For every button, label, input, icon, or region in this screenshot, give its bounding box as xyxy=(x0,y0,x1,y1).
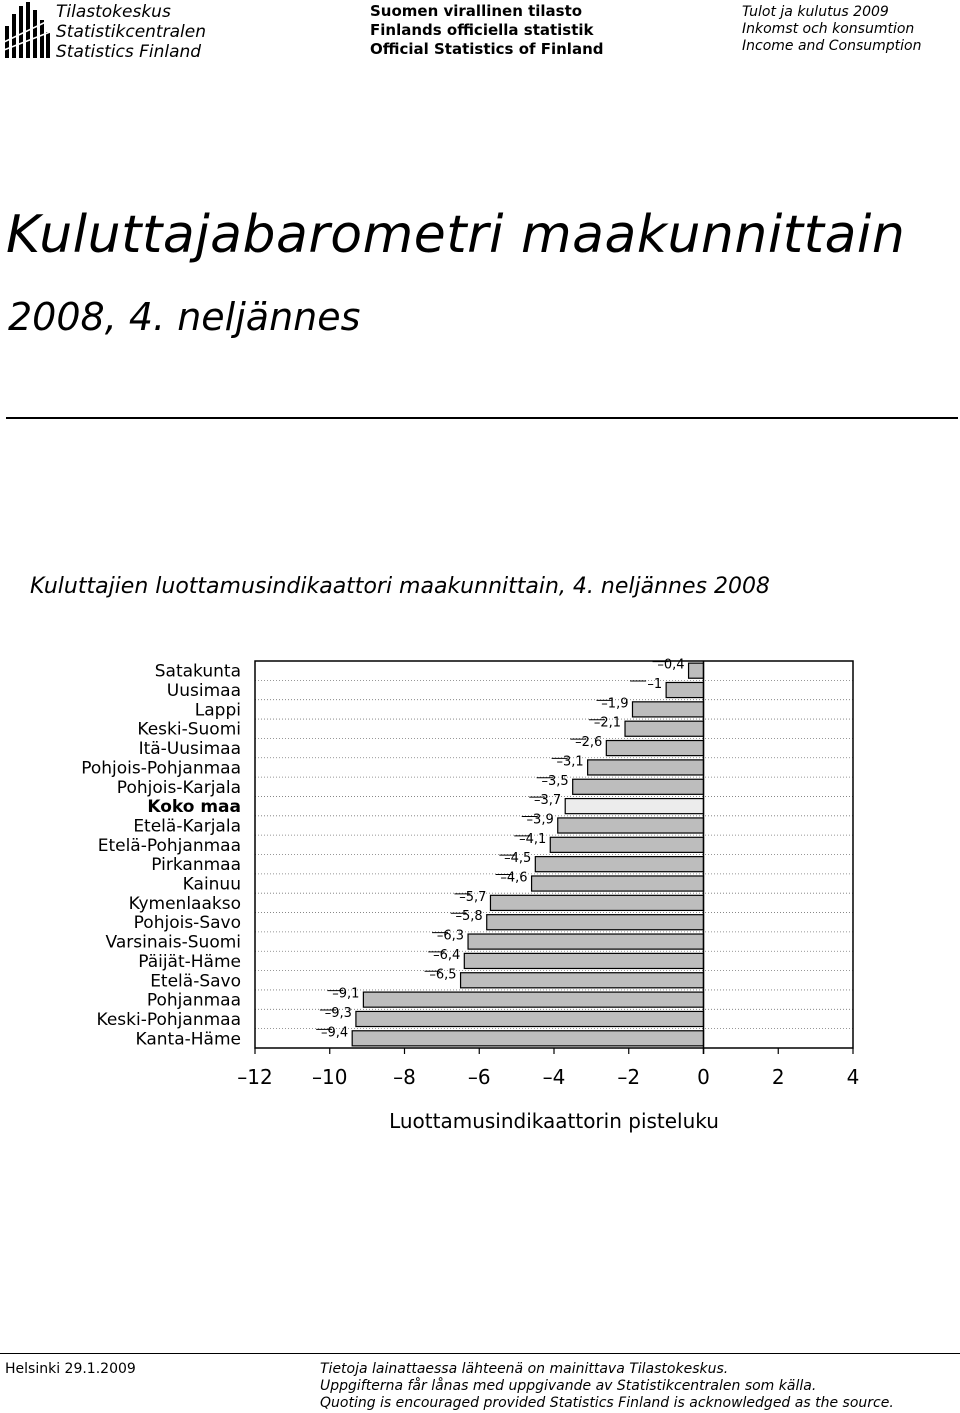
bar xyxy=(363,992,703,1007)
value-label: –3,9 xyxy=(526,812,554,828)
value-label: –3,1 xyxy=(556,754,584,770)
bar xyxy=(632,702,703,717)
publication-line-fi: Tulot ja kulutus 2009 xyxy=(742,4,889,20)
footer-citation-note xyxy=(320,1361,894,1412)
value-label: –5,8 xyxy=(455,909,483,925)
bar xyxy=(625,721,703,736)
category-label: Keski-Pohjanmaa xyxy=(96,1009,241,1030)
value-label: –9,4 xyxy=(320,1025,349,1041)
category-label: Pohjois-Karjala xyxy=(116,777,241,798)
category-label: Kainuu xyxy=(182,874,241,895)
value-label: –6,3 xyxy=(436,928,465,944)
bar xyxy=(532,876,704,891)
bar xyxy=(666,682,703,697)
value-label: –1,9 xyxy=(601,696,629,712)
value-label: –2,1 xyxy=(593,715,622,731)
category-label: Varsinais-Suomi xyxy=(105,932,241,953)
bar xyxy=(689,663,704,678)
x-axis-label: Luottamusindikaattorin pisteluku xyxy=(389,1109,719,1133)
x-tick-label: 2 xyxy=(771,1065,785,1089)
bar xyxy=(573,779,704,794)
bar xyxy=(606,741,703,756)
category-label: Kanta-Häme xyxy=(135,1029,241,1050)
category-label: Kymenlaakso xyxy=(128,893,241,914)
bar xyxy=(487,915,704,930)
value-label: –6,5 xyxy=(429,967,457,983)
bar-chart xyxy=(0,640,960,1140)
citation-line-fi: Tietoja lainattaessa lähteenä on mainittava Tilastokeskus. xyxy=(320,1361,729,1377)
organization-name xyxy=(56,2,206,62)
value-label: –9,1 xyxy=(332,986,360,1002)
bar xyxy=(558,818,704,833)
citation-line-en: Quoting is encouraged provided Statistics Finland is acknowledged as the source. xyxy=(320,1395,894,1411)
category-label: Lappi xyxy=(194,700,241,721)
series-line-fi: Suomen virallinen tilasto xyxy=(370,2,583,20)
bar xyxy=(464,953,703,968)
chart-title: Kuluttajien luottamusindikaattori maakunnittain, 4. neljännes 2008 xyxy=(30,574,770,599)
category-label: Etelä-Pohjanmaa xyxy=(97,835,241,856)
official-statistics-series xyxy=(370,2,604,59)
publication-line-sv: Inkomst och konsumtion xyxy=(742,21,915,37)
x-tick-label: –12 xyxy=(237,1065,273,1089)
x-axis-tick-labels xyxy=(237,1048,859,1089)
category-label: Itä-Uusimaa xyxy=(138,739,241,760)
value-label: –3,5 xyxy=(541,773,569,789)
publication-name xyxy=(742,4,921,55)
value-label: –4,6 xyxy=(500,870,528,886)
x-tick-label: 4 xyxy=(846,1065,860,1089)
category-label: Pohjanmaa xyxy=(146,990,241,1011)
org-line-fi: Tilastokeskus xyxy=(56,2,171,22)
org-line-sv: Statistikcentralen xyxy=(56,22,206,42)
value-label: –4,1 xyxy=(519,831,547,847)
page-subtitle: 2008, 4. neljännes xyxy=(8,295,361,339)
value-label: –2,6 xyxy=(575,735,603,751)
page-title: Kuluttajabarometri maakunnittain xyxy=(6,205,906,265)
value-label: –4,5 xyxy=(504,851,532,867)
category-label: Koko maa xyxy=(147,797,241,818)
x-tick-label: –10 xyxy=(312,1065,348,1089)
bar xyxy=(588,760,704,775)
title-divider xyxy=(6,417,958,419)
bar xyxy=(468,934,703,949)
x-tick-label: –4 xyxy=(542,1065,566,1089)
x-tick-label: –8 xyxy=(393,1065,416,1089)
footer-divider xyxy=(0,1353,960,1354)
category-label: Pirkanmaa xyxy=(151,855,241,876)
category-label: Keski-Suomi xyxy=(137,719,241,740)
category-label: Pohjois-Pohjanmaa xyxy=(81,758,241,779)
footer-place-date: Helsinki 29.1.2009 xyxy=(5,1361,136,1377)
series-line-sv: Finlands officiella statistik xyxy=(370,21,594,39)
series-line-en: Official Statistics of Finland xyxy=(370,40,604,58)
category-label: Etelä-Savo xyxy=(150,971,241,992)
value-label: –0,4 xyxy=(657,657,685,673)
value-label: –1 xyxy=(647,677,663,693)
statistics-finland-logo xyxy=(4,2,50,58)
bar xyxy=(356,1011,704,1026)
value-label: –5,7 xyxy=(459,889,487,905)
x-tick-label: –6 xyxy=(467,1065,491,1089)
org-line-en: Statistics Finland xyxy=(56,42,202,62)
category-label: Päijät-Häme xyxy=(138,951,241,972)
bar xyxy=(535,857,703,872)
x-tick-label: 0 xyxy=(697,1065,710,1089)
category-label: Pohjois-Savo xyxy=(133,913,241,934)
category-label: Etelä-Karjala xyxy=(133,816,241,837)
bar xyxy=(461,973,704,988)
citation-line-sv: Uppgifterna får lånas med uppgivande av Statistikcentralen som källa. xyxy=(320,1378,817,1394)
category-label: Satakunta xyxy=(154,661,241,682)
publication-line-en: Income and Consumption xyxy=(742,38,922,54)
category-label: Uusimaa xyxy=(166,681,241,702)
category-labels xyxy=(81,662,241,1050)
x-tick-label: –2 xyxy=(617,1065,641,1089)
value-label: –9,3 xyxy=(324,1005,352,1021)
bar xyxy=(565,799,703,814)
value-label: –6,4 xyxy=(433,947,461,963)
bar xyxy=(352,1031,703,1046)
value-label: –3,7 xyxy=(534,793,562,809)
bar xyxy=(490,895,703,910)
bar xyxy=(550,837,703,852)
